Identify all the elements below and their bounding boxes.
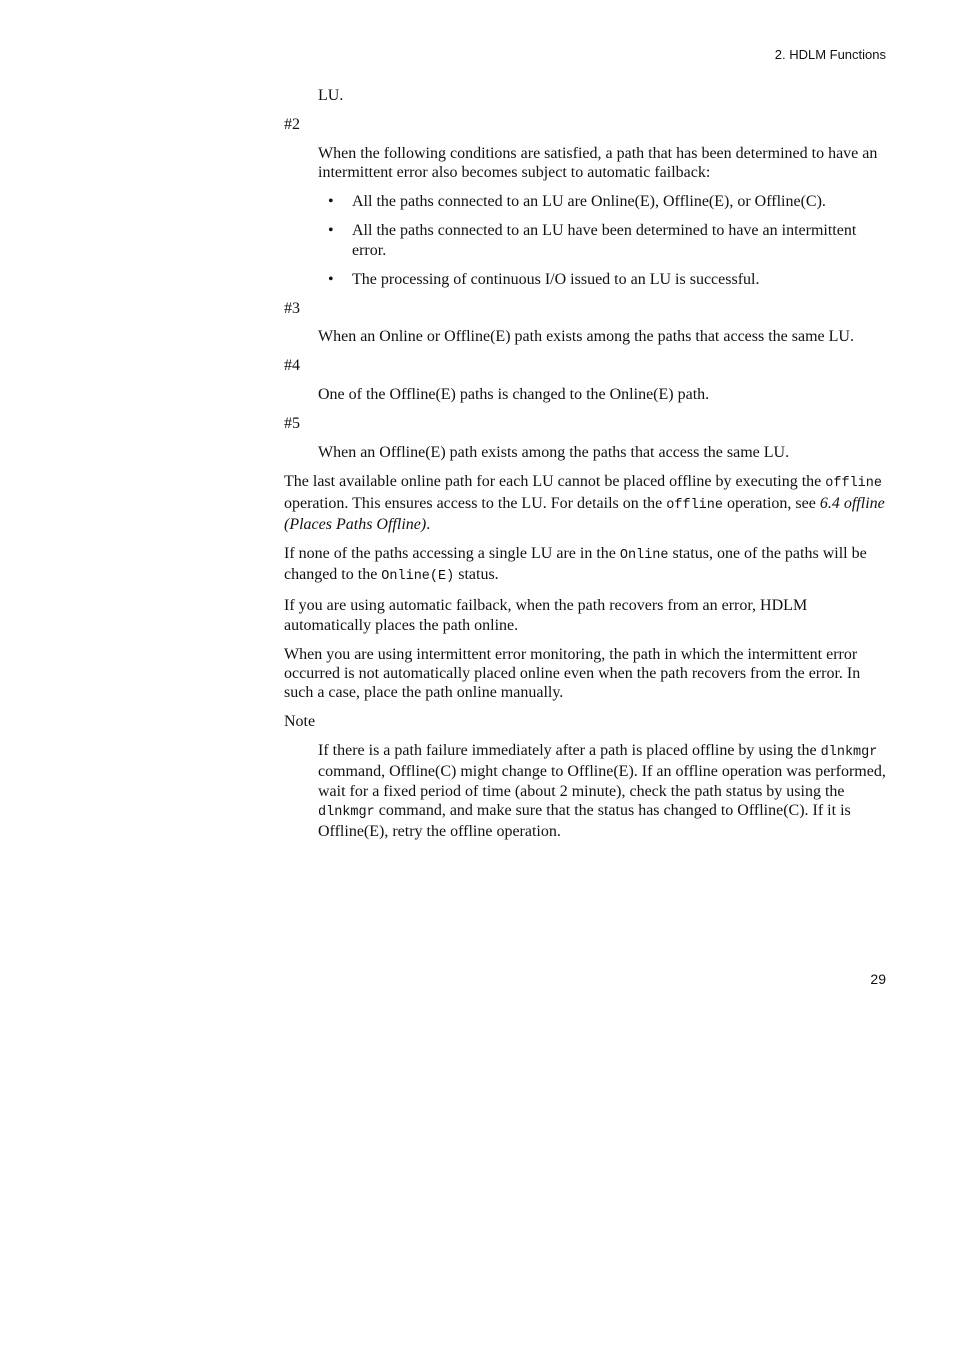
running-header: 2. HDLM Functions [774,47,886,62]
code-dlnkmgr: dlnkmgr [820,745,878,761]
text-run: If none of the paths accessing a single LU are in the [284,544,620,562]
list-item-text: The processing of continuous I/O issued to an LU is successful. [352,270,760,288]
text-run: . [426,516,431,533]
code-online-e: Online(E) [381,569,455,585]
list-item-text: All the paths connected to an LU have been determined to have an intermittent error. [352,222,857,259]
list-item [318,270,886,289]
bullet-icon: • [328,193,334,211]
cross-reference-link[interactable]: 6.4 offline (Places Paths Offline) [284,494,885,533]
text-run: If there is a path failure immediately after a path is placed offline by using the [318,742,821,760]
list-item-text: All the paths connected to an LU are Online(E), Offline(E), or Offline(C). [352,193,826,211]
paragraph-none-online [284,544,886,587]
text-run: operation. This ensures access to the LU. For details on the [284,494,667,512]
page-content [284,86,886,851]
bullet-icon: • [328,270,334,288]
text-run: status. [454,566,499,584]
paragraph-automatic-failback: If you are using automatic failback, when the path recovers from an error, HDLM automatically places the path online. [284,597,808,634]
note-text [284,741,886,841]
paragraph-last-online-path [284,472,886,534]
list-item [318,192,886,211]
code-offline: offline [666,497,723,513]
page-number: 29 [870,971,886,987]
note-mark-2: #2 [284,115,300,133]
code-offline: offline [825,476,882,492]
text-run: The last available online path for each LU cannot be placed offline by executing the [284,473,826,491]
list-item [318,221,886,260]
note-mark-4: #4 [284,357,300,375]
bullet-icon: • [328,222,334,240]
text-run: operation, see [723,494,820,512]
note-3-text: When an Online or Offline(E) path exists among the paths that access the same LU. [318,328,854,346]
code-online: Online [619,547,669,563]
note-4-text: One of the Offline(E) paths is changed to the Online(E) path. [318,386,710,404]
note-2-intro: When the following conditions are satisfied, a path that has been determined to have an intermittent error also becomes subject to automatic failback: [318,144,878,182]
text-run: status, one of the paths will be changed to the [284,544,867,584]
text-run: command, and make sure that the status has changed to Offline(C). If it is Offline(E), retry the offline operation. [318,802,851,841]
note-5-text: When an Offline(E) path exists among the paths that access the same LU. [318,444,790,462]
text-run: command, Offline(C) might change to Offline(E). If an offline operation was performed, wait for a fixed period of time (about 2 minute), check the path status by using the [318,763,886,800]
note-label: Note [284,713,316,731]
note-2-conditions-list [284,192,886,289]
note-mark-5: #5 [284,415,300,433]
paragraph-intermittent-monitoring: When you are using intermittent error monitoring, the path in which the intermittent error occurred is not automatically placed online even when the path recovers from the error. In such a case, place the path online manually. [284,645,861,702]
note-mark-3: #3 [284,299,300,317]
lu-continuation: LU. [318,87,344,104]
code-dlnkmgr: dlnkmgr [318,805,375,820]
